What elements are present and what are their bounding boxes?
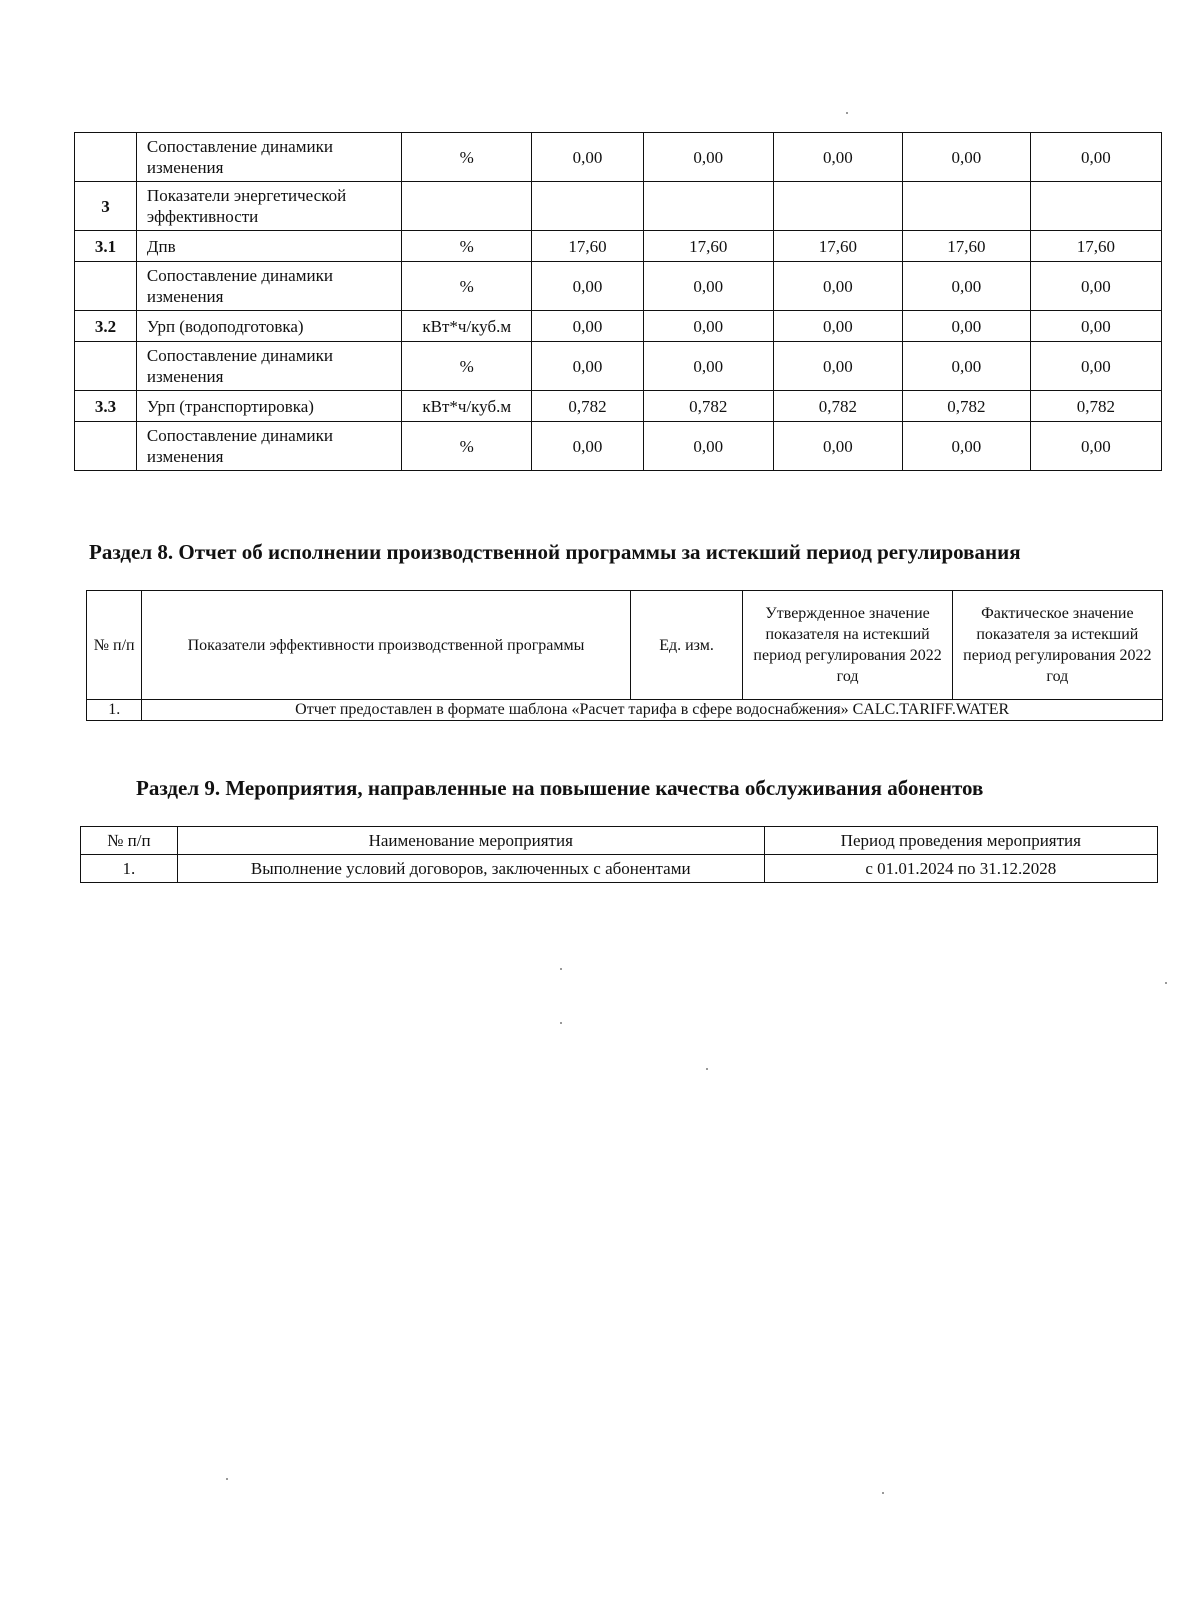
value-cell: 0,00 (1030, 133, 1161, 182)
indicator-name: Сопоставление динамики изменения (136, 133, 401, 182)
value-cell: 0,782 (773, 391, 902, 422)
section9-header-num: № п/п (81, 827, 178, 855)
indicators-table-body (75, 133, 1162, 471)
scan-speck (706, 1068, 708, 1070)
value-cell: 0,00 (773, 342, 902, 391)
indicator-name: Сопоставление динамики изменения (136, 422, 401, 471)
unit-cell: % (402, 342, 532, 391)
value-cell: 0,00 (643, 342, 773, 391)
value-cell: 0,00 (773, 311, 902, 342)
value-cell: 0,00 (532, 133, 643, 182)
section8-row-num: 1. (87, 700, 142, 721)
indicator-name: Сопоставление динамики изменения (136, 342, 401, 391)
table-row (75, 422, 1162, 471)
value-cell: 0,00 (532, 311, 643, 342)
row-number (75, 422, 137, 471)
value-cell: 0,782 (902, 391, 1030, 422)
section9-title: Раздел 9. Мероприятия, направленные на повышение качества обслуживания абонентов (136, 776, 984, 800)
section8-header-approved: Утвержденное значение показателя на истекший период регулирования 2022 год (743, 591, 952, 700)
value-cell: 17,60 (532, 231, 643, 262)
table-row (75, 231, 1162, 262)
value-cell: 0,00 (773, 262, 902, 311)
section8-header-num: № п/п (87, 591, 142, 700)
table-row (75, 342, 1162, 391)
value-cell: 0,00 (1030, 422, 1161, 471)
value-cell (643, 182, 773, 231)
value-cell (902, 182, 1030, 231)
value-cell: 0,00 (902, 133, 1030, 182)
row-number: 3.2 (75, 311, 137, 342)
table-row (75, 391, 1162, 422)
section8-row-text: Отчет предоставлен в формате шаблона «Расчет тарифа в сфере водоснабжения» CALC.TARIFF.WATER (142, 700, 1163, 721)
value-cell: 0,00 (532, 262, 643, 311)
value-cell: 0,00 (532, 342, 643, 391)
section8-title: Раздел 8. Отчет об исполнении производственной программы за истекший период регулирования (89, 540, 1021, 564)
scan-speck (226, 1478, 228, 1480)
value-cell: 17,60 (1030, 231, 1161, 262)
scan-speck (882, 1492, 884, 1494)
value-cell: 17,60 (643, 231, 773, 262)
value-cell: 0,782 (1030, 391, 1161, 422)
unit-cell: кВт*ч/куб.м (402, 391, 532, 422)
scan-speck (846, 112, 848, 114)
section8-header-row (87, 591, 1163, 700)
value-cell: 0,00 (643, 262, 773, 311)
value-cell: 17,60 (773, 231, 902, 262)
unit-cell: % (402, 422, 532, 471)
value-cell: 0,00 (643, 422, 773, 471)
table-row (87, 700, 1163, 721)
value-cell (1030, 182, 1161, 231)
value-cell: 0,00 (773, 133, 902, 182)
indicator-name: Урп (водоподготовка) (136, 311, 401, 342)
section9-header-row (81, 827, 1158, 855)
value-cell (532, 182, 643, 231)
table-row (75, 262, 1162, 311)
value-cell: 0,00 (643, 133, 773, 182)
unit-cell: % (402, 262, 532, 311)
section9-table (80, 826, 1158, 883)
unit-cell (402, 182, 532, 231)
row-number (75, 262, 137, 311)
value-cell (773, 182, 902, 231)
unit-cell: % (402, 133, 532, 182)
scan-speck (560, 968, 562, 970)
table-row (75, 311, 1162, 342)
row-number: 3.3 (75, 391, 137, 422)
value-cell: 0,00 (902, 342, 1030, 391)
value-cell: 0,00 (773, 422, 902, 471)
indicator-name: Дпв (136, 231, 401, 262)
value-cell: 17,60 (902, 231, 1030, 262)
indicators-table (74, 132, 1162, 471)
section9-header-name: Наименование мероприятия (177, 827, 764, 855)
indicator-name: Урп (транспортировка) (136, 391, 401, 422)
value-cell: 0,00 (902, 262, 1030, 311)
section9-row-num: 1. (81, 855, 178, 883)
table-row (75, 133, 1162, 182)
section8-table (86, 590, 1163, 721)
row-number: 3 (75, 182, 137, 231)
table-row (75, 182, 1162, 231)
row-number: 3.1 (75, 231, 137, 262)
section9-row-name: Выполнение условий договоров, заключенных с абонентами (177, 855, 764, 883)
row-number (75, 342, 137, 391)
value-cell: 0,00 (1030, 311, 1161, 342)
section8-header-unit: Ед. изм. (630, 591, 743, 700)
scan-speck (560, 1022, 562, 1024)
value-cell: 0,782 (643, 391, 773, 422)
section8-header-actual: Фактическое значение показателя за истекший период регулирования 2022 год (952, 591, 1162, 700)
value-cell: 0,00 (532, 422, 643, 471)
unit-cell: % (402, 231, 532, 262)
section9-header-period: Период проведения мероприятия (764, 827, 1157, 855)
value-cell: 0,00 (643, 311, 773, 342)
value-cell: 0,00 (1030, 262, 1161, 311)
indicator-name: Сопоставление динамики изменения (136, 262, 401, 311)
value-cell: 0,00 (902, 422, 1030, 471)
section9-row-period: с 01.01.2024 по 31.12.2028 (764, 855, 1157, 883)
value-cell: 0,00 (902, 311, 1030, 342)
value-cell: 0,782 (532, 391, 643, 422)
unit-cell: кВт*ч/куб.м (402, 311, 532, 342)
value-cell: 0,00 (1030, 342, 1161, 391)
indicator-name: Показатели энергетической эффективности (136, 182, 401, 231)
section8-header-indicator: Показатели эффективности производственной программы (142, 591, 630, 700)
table-row (81, 855, 1158, 883)
scan-speck (1165, 982, 1167, 984)
row-number (75, 133, 137, 182)
